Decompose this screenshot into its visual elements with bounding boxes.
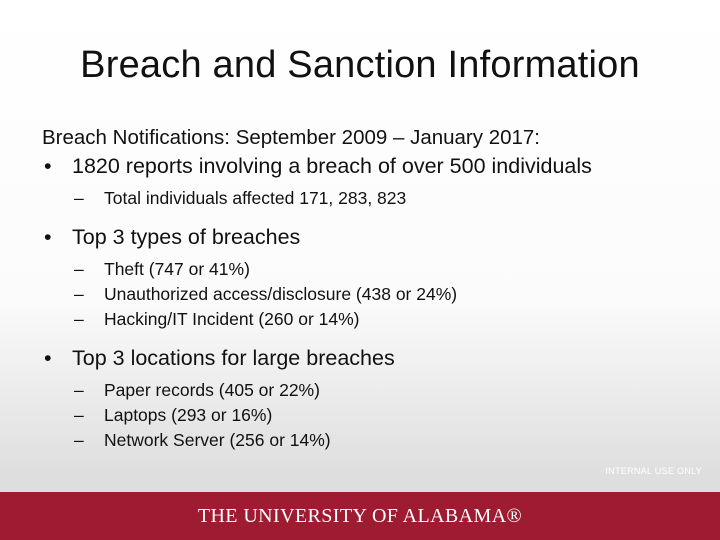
sub-item (72, 257, 702, 282)
bullet-icon: • (44, 154, 52, 178)
sub-item (72, 282, 702, 307)
sub-item (72, 428, 702, 453)
bullet-text: 1820 reports involving a breach of over 500 individuals (72, 154, 592, 178)
sub-item-text: Theft (747 or 41%) (104, 259, 250, 279)
dash-icon: – (74, 188, 84, 208)
sub-item (72, 378, 702, 403)
university-logo: THE UNIVERSITY OF ALABAMA® (197, 504, 523, 527)
sub-item-text: Unauthorized access/disclosure (438 or 24%) (104, 284, 458, 304)
bullet-list (42, 152, 702, 453)
sub-list (72, 378, 702, 453)
bullet-text: Top 3 locations for large breaches (72, 346, 395, 370)
bullet-icon: • (44, 225, 52, 249)
footer-bar (0, 492, 720, 540)
dash-icon: – (74, 430, 84, 450)
dash-icon: – (74, 284, 84, 304)
sub-item (72, 186, 702, 211)
internal-use-label: INTERNAL USE ONLY (605, 466, 702, 476)
bullet-item (42, 223, 702, 332)
bullet-item (42, 152, 702, 211)
bullet-icon: • (44, 346, 52, 370)
sub-item-text: Total individuals affected 171, 283, 823 (104, 188, 407, 208)
sub-item-text: Paper records (405 or 22%) (104, 380, 320, 400)
dash-icon: – (74, 380, 84, 400)
sub-item-text: Hacking/IT Incident (260 or 14%) (104, 309, 360, 329)
bullet-text: Top 3 types of breaches (72, 225, 301, 249)
sub-item (72, 403, 702, 428)
sub-item-text: Laptops (293 or 16%) (104, 405, 273, 425)
sub-item (72, 307, 702, 332)
sub-item-text: Network Server (256 or 14%) (104, 430, 331, 450)
slide-title: Breach and Sanction Information (80, 44, 640, 86)
dash-icon: – (74, 259, 84, 279)
bullet-item (42, 344, 702, 453)
slide-content (42, 124, 702, 453)
sub-list (72, 186, 702, 211)
dash-icon: – (74, 405, 84, 425)
dash-icon: – (74, 309, 84, 329)
sub-list (72, 257, 702, 332)
intro-text: Breach Notifications: September 2009 – January 2017: (42, 126, 540, 149)
